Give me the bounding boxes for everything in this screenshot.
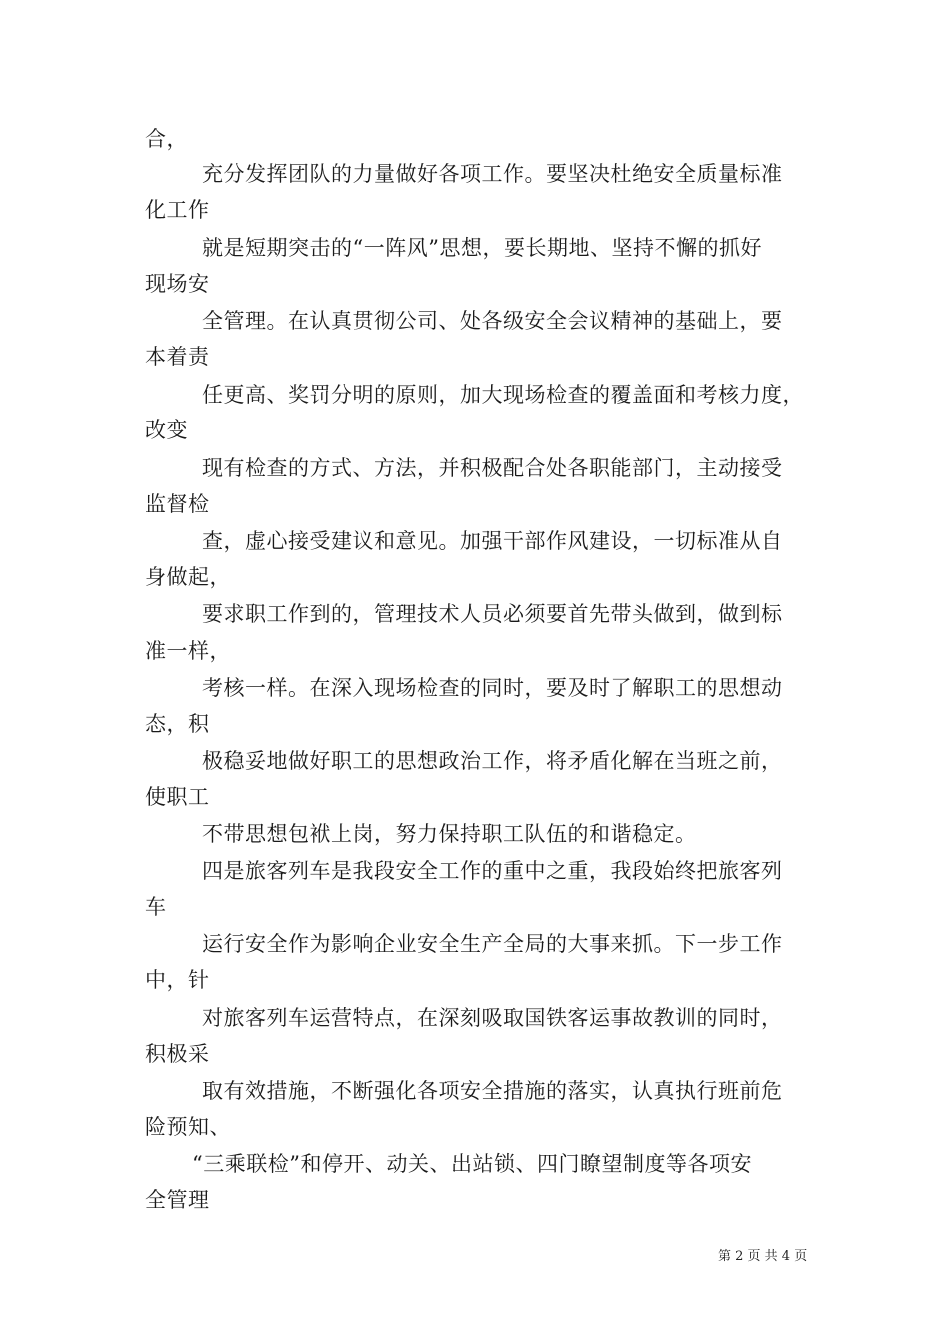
text-line: 运行安全作为影响企业安全生产全局的大事来抓。下一步工作 [202,932,783,956]
text-line: 全管理 [145,1188,210,1212]
text-line: 四是旅客列车是我段安全工作的重中之重，我段始终把旅客列 [202,859,783,883]
text-line: 取有效措施，不断强化各项安全措施的落实，认真执行班前危 [202,1079,783,1103]
text-line: 化工作 [145,198,210,222]
text-line: 任更高、奖罚分明的原则，加大现场检查的覆盖面和考核力度， [202,383,804,407]
text-line: 改变 [145,418,188,442]
text-line: 要求职工作到的，管理技术人员必须要首先带头做到，做到标 [202,602,783,626]
text-line: 对旅客列车运营特点，在深刻吸取国铁客运事故教训的同时， [202,1006,783,1030]
text-line: 考核一样。在深入现场检查的同时，要及时了解职工的思想动 [202,676,783,700]
text-line: 准一样， [145,639,231,663]
text-line: 身做起， [145,565,231,589]
text-line: 态，积 [145,712,210,736]
text-line: 险预知、 [145,1115,231,1139]
text-line: 使职工 [145,785,210,809]
text-line: 全管理。在认真贯彻公司、处各级安全会议精神的基础上，要 [202,309,783,333]
text-line: 就是短期突击的“一阵风”思想，要长期地、坚持不懈的抓好 [202,236,762,260]
text-line: 不带思想包袱上岗，努力保持职工队伍的和谐稳定。 [202,822,697,846]
text-line: 本着责 [145,345,210,369]
text-line: 现场安 [145,272,210,296]
text-line: 监督检 [145,492,210,516]
page-number-footer: 第 2 页 共 4 页 [718,1249,808,1264]
text-line: 车 [145,895,167,919]
text-line: 查，虚心接受建议和意见。加强干部作风建设，一切标准从自 [202,529,783,553]
text-line: 合， [145,127,188,151]
text-line: 中，针 [145,968,210,992]
text-line: 极稳妥地做好职工的思想政治工作，将矛盾化解在当班之前， [202,749,783,773]
text-line: 积极采 [145,1042,210,1066]
text-line: 充分发挥团队的力量做好各项工作。要坚决杜绝安全质量标准 [202,162,783,186]
text-line: “三乘联检”和停开、动关、出站锁、四门瞭望制度等各项安 [192,1152,752,1176]
text-line: 现有检查的方式、方法，并积极配合处各职能部门，主动接受 [202,456,783,480]
